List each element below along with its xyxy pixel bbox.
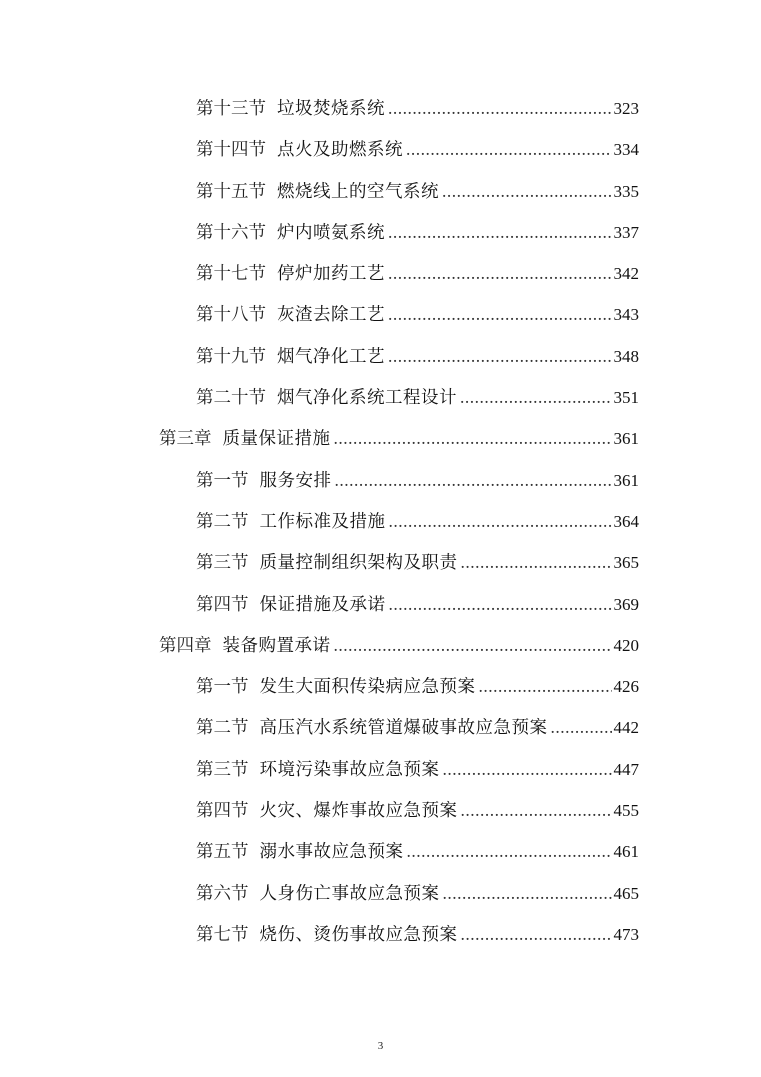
toc-entry-page: 365 [613,553,639,573]
toc-entry[interactable] [0,336,761,377]
toc-entry-page: 343 [613,305,639,325]
toc-entry[interactable] [0,253,761,294]
dot-leader [334,625,612,666]
toc-entry-title: 质量控制组织架构及职责 [259,553,458,574]
dot-leader [388,294,612,335]
toc-entry-page: 323 [613,99,639,118]
toc-entry[interactable] [0,129,761,170]
toc-entry[interactable] [0,171,761,212]
toc-entry-title: 环境污染事故应急预案 [259,759,440,780]
toc-entry[interactable] [0,501,761,542]
toc-entry-title: 火灾、爆炸事故应急预案 [259,801,458,822]
toc-entry-title: 高压汽水系统管道爆破事故应急预案 [259,718,548,739]
toc-entry-page: 342 [613,264,639,284]
toc-entry[interactable] [0,88,761,129]
toc-entry-title: 质量保证措施 [222,429,331,450]
dot-leader [388,212,612,253]
dot-leader [406,129,612,170]
toc-entry-title: 灰渣去除工艺 [277,305,385,326]
dot-leader [443,873,612,914]
dot-leader [461,790,612,831]
page-number: 3 [377,1040,384,1052]
toc-entry-title: 烟气净化系统工程设计 [277,388,457,409]
toc-entry[interactable] [0,873,761,914]
toc-entry-number: 第一节 [196,470,249,491]
dot-leader [334,418,612,459]
toc-entry-number: 第十七节 [196,264,266,285]
toc-entry-page: 348 [613,346,639,366]
toc-entry-title: 工作标准及措施 [259,511,386,532]
toc-entry[interactable] [0,542,761,583]
toc-entry-page: 351 [613,388,639,408]
toc-entry-page: 361 [613,429,639,449]
toc-entry[interactable] [0,666,761,707]
dot-leader [388,336,612,377]
toc-entry-page: 335 [613,181,639,201]
toc-entry[interactable] [0,460,761,501]
toc-entry-page: 442 [613,718,639,738]
toc-entry-number: 第七节 [196,924,249,945]
toc-entry-title: 服务安排 [259,470,332,491]
dot-leader [407,831,612,872]
toc-entry-page: 369 [613,594,639,614]
toc-entry-title: 溺水事故应急预案 [259,842,404,863]
toc-entry-title: 装备购置承诺 [222,635,331,656]
toc-entry-title: 点火及助燃系统 [277,140,403,161]
dot-leader [461,542,612,583]
toc-entry-number: 第十六节 [196,222,266,243]
toc-entry-page: 447 [613,759,639,779]
toc-entry[interactable] [0,377,761,418]
toc-entry-number: 第二十节 [196,388,266,409]
dot-leader [388,88,612,129]
toc-entry[interactable] [0,584,761,625]
dot-leader [389,501,612,542]
toc-entry-title: 发生大面积传染病应急预案 [259,677,476,698]
toc-entry-page: 426 [613,677,639,697]
toc-entry-number: 第六节 [196,883,249,904]
toc-entry[interactable] [0,831,761,872]
toc-entry-number: 第三节 [196,553,249,574]
toc-entry-title: 人身伤亡事故应急预案 [259,883,440,904]
dot-leader [388,253,612,294]
toc-entry-page: 455 [613,801,639,821]
toc-entry-title: 垃圾焚烧系统 [277,99,385,119]
toc-entry-number: 第四节 [196,801,249,822]
toc-entry-number: 第二节 [196,511,249,532]
dot-leader [461,914,612,955]
toc-entry-title: 保证措施及承诺 [259,594,386,615]
toc-entry[interactable] [0,294,761,335]
toc-entry-page: 337 [613,222,639,242]
toc-entry-page: 361 [613,470,639,490]
toc-chapter-entry[interactable] [0,625,761,666]
toc-entry[interactable] [0,914,761,955]
toc-entry-number: 第二节 [196,718,249,739]
toc-entry-number: 第十八节 [196,305,266,326]
toc-entry-title: 烟气净化工艺 [277,346,385,367]
dot-leader [389,584,612,625]
dot-leader [335,460,612,501]
toc-entry-title: 炉内喷氨系统 [277,222,385,243]
toc-entry-page: 334 [613,140,639,160]
dot-leader [443,749,612,790]
toc-entry[interactable] [0,790,761,831]
toc-entry-number: 第五节 [196,842,249,863]
toc-entry-number: 第十五节 [196,181,266,202]
toc-entry-number: 第一节 [196,677,249,698]
toc-entry-number: 第十九节 [196,346,266,367]
toc-entry-title: 燃烧线上的空气系统 [277,181,439,202]
toc-entry-number: 第四节 [196,594,249,615]
toc-entry[interactable] [0,707,761,748]
toc-entry-title: 烧伤、烫伤事故应急预案 [259,924,458,945]
toc-entry-page: 461 [613,842,639,862]
toc-entry-number: 第三节 [196,759,249,780]
table-of-contents [0,88,761,955]
toc-entry-number: 第四章 [159,635,212,656]
toc-entry-page: 420 [613,635,639,655]
toc-entry-page: 364 [613,511,639,531]
toc-entry-number: 第十三节 [196,99,266,119]
dot-leader [460,377,612,418]
dot-leader [479,666,612,707]
toc-entry-number: 第十四节 [196,140,266,161]
toc-entry-page: 473 [613,924,639,944]
toc-entry[interactable] [0,749,761,790]
toc-chapter-entry[interactable] [0,418,761,459]
toc-entry[interactable] [0,212,761,253]
toc-entry-number: 第三章 [159,429,212,450]
toc-entry-page: 465 [613,883,639,903]
dot-leader [442,171,612,212]
dot-leader [551,707,612,748]
toc-entry-title: 停炉加药工艺 [277,264,385,285]
